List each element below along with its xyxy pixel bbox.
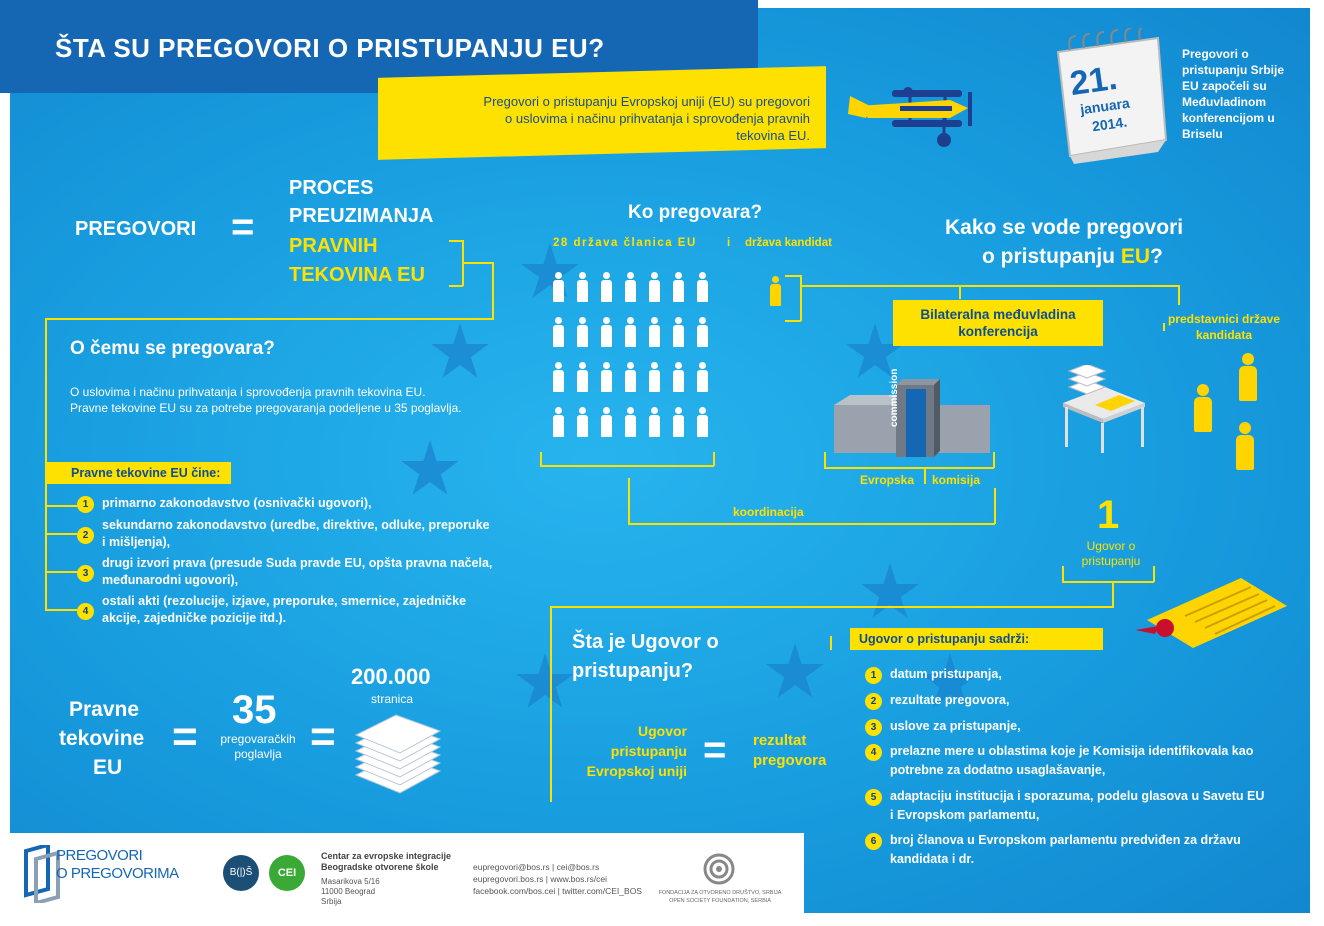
member-state-person-icon (696, 407, 708, 437)
representative-icon (1234, 422, 1256, 470)
member-state-person-icon (672, 362, 684, 392)
process-line2: PREUZIMANJA (289, 205, 434, 227)
airplane-icon (840, 78, 985, 153)
pages-number: 200.000 (351, 664, 431, 689)
treaty-item-text: rezultate pregovora, (890, 693, 1010, 707)
member-state-person-icon (576, 362, 588, 392)
acquis-eq-line2: tekovine (59, 727, 145, 750)
contact-info (473, 861, 642, 897)
conference-box (893, 300, 1103, 346)
chapters-number: 35 (232, 688, 277, 732)
number-badge: 6 (865, 833, 882, 850)
number-badge: 4 (77, 603, 94, 620)
logo-text-2: O PREGOVORIMA (56, 865, 179, 882)
member-state-person-icon (600, 272, 612, 302)
member-state-person-icon (600, 362, 612, 392)
member-state-person-icon (624, 362, 636, 392)
treaty-item-text: adaptaciju institucija i sporazuma, podelu glasova u Savetu EU i Evropskom parlamentu, (890, 789, 1265, 822)
contact-email[interactable]: eupregovori@bos.rs | cei@bos.rs (473, 862, 600, 872)
equals-sign: = (172, 712, 198, 761)
acquis-item-text: primarno zakonodavstvo (osnivački ugovori), (102, 496, 372, 510)
member-state-person-icon (648, 317, 660, 347)
coordination-label: koordinacija (733, 505, 804, 519)
commission-sign: commission (889, 368, 900, 427)
member-state-person-icon (696, 272, 708, 302)
number-badge: 1 (865, 667, 882, 684)
member-state-person-icon (552, 362, 564, 392)
treaty-eq-right: rezultat pregovora (753, 732, 827, 769)
process-line1: PROCES (289, 177, 374, 199)
osf-logo-icon (703, 853, 735, 885)
members-label: 28 država članica EU (553, 237, 697, 249)
representative-icon (1192, 384, 1214, 432)
number-badge: 4 (865, 744, 882, 761)
conference-label: Bilateralna međuvladina konferencija (920, 307, 1076, 339)
org-line-2: Beogradske otvorene škole (321, 862, 439, 872)
paper-stack-icon (352, 705, 444, 800)
acquis-item (77, 593, 482, 627)
number-badge: 1 (77, 496, 94, 513)
member-state-person-icon (672, 272, 684, 302)
treaty-item (865, 742, 1302, 780)
page-title: ŠTA SU PREGOVORI O PRISTUPANJU EU? (55, 33, 605, 63)
equals-sign: = (231, 205, 255, 249)
address-line-2: 11000 Beograd (321, 887, 376, 896)
treaty-count-label: Ugovor o pristupanju (1081, 539, 1141, 568)
footer (0, 833, 804, 926)
member-state-person-icon (672, 317, 684, 347)
acquis-item (77, 517, 492, 551)
number-badge: 3 (865, 719, 882, 736)
commission-label-1: Evropska (860, 473, 915, 487)
calendar-day: 21. (1067, 58, 1120, 104)
treaty-count: 1 (1097, 493, 1120, 537)
candidate-label: država kandidat (745, 237, 832, 249)
acquis-item-text: sekundarno zakonodavstvo (uredbe, direktive, odluke, preporuke i mišljenja), (102, 518, 490, 549)
treaty-item-text: broj članova u Evropskom parlamentu predviđen za državu kandidata i dr. (890, 833, 1241, 866)
member-state-person-icon (648, 272, 660, 302)
contact-social[interactable]: facebook.com/bos.cei | twitter.com/CEI_BOS (473, 886, 642, 896)
eu-star-icon (515, 653, 575, 713)
treaty-item (865, 666, 1300, 683)
eu-star-icon (400, 440, 460, 500)
treaty-eq-left: Ugovor pristupanju Evropskoj uniji (586, 723, 687, 779)
intro-banner-text: Pregovori o pristupanju Evropskoj uniji (EU) su pregovori o uslovima i načinu prihvatanja i sprovođenja pravnih tekovina EU. (483, 94, 810, 143)
treaty-item (865, 718, 1300, 735)
how-heading-2b: EU (1120, 245, 1151, 268)
member-state-person-icon (696, 362, 708, 392)
member-state-person-icon (624, 317, 636, 347)
process-line3: PRAVNIH (289, 235, 378, 257)
equals-sign: = (703, 728, 727, 772)
number-badge: 3 (77, 565, 94, 582)
org-name (321, 851, 451, 873)
osf-line-1: FONDACIJA ZA OTVORENO DRUŠTVO, SRBIJA (658, 890, 782, 896)
org-address (321, 877, 380, 907)
treaty-item-text: prelazne mere u oblastima koje je Komisija identifikovala kao potrebne za dodatno usaglašavanje, (890, 744, 1254, 777)
contact-web[interactable]: eupregovori.bos.rs | www.bos.rs/cei (473, 874, 608, 884)
org-line-1: Centar za evropske integracije (321, 851, 452, 861)
member-state-person-icon (576, 407, 588, 437)
chapters-label: pregovaračkih poglavlja (220, 732, 296, 761)
how-heading-2a: o pristupanju (982, 245, 1121, 268)
number-badge: 5 (865, 789, 882, 806)
treaty-heading: Šta je Ugovor o pristupanju? (572, 631, 719, 682)
member-state-person-icon (552, 407, 564, 437)
member-state-person-icon (552, 272, 564, 302)
representative-icon (1237, 353, 1259, 401)
acquis-eq-line1: Pravne (69, 698, 140, 721)
what-body: O uslovima i načinu prihvatanja i sprovođenja pravnih tekovina EU. Pravne tekovine EU su za potrebe pregovaranja podeljene u 35 poglavlja. (70, 385, 462, 415)
treaty-item (865, 787, 1270, 825)
bos-logo: B(|)Š (223, 855, 259, 891)
acquis-label: Pravne tekovine EU čine: (45, 462, 231, 484)
osf-line-2: OPEN SOCIETY FOUNDATION, SERBIA (669, 898, 771, 904)
how-heading-1: Kako se vode pregovori (945, 216, 1184, 239)
eu-star-icon (765, 643, 825, 703)
member-state-person-icon (648, 407, 660, 437)
how-heading-2 (982, 245, 1163, 269)
candidate-person-icon (769, 276, 781, 306)
acquis-item (77, 555, 502, 589)
acquis-item (77, 495, 492, 512)
how-heading-2c: ? (1150, 245, 1163, 268)
treaty-item-text: datum pristupanja, (890, 667, 1002, 681)
member-state-person-icon (696, 317, 708, 347)
acquis-eq-line3: EU (93, 756, 123, 779)
treaty-item (865, 831, 1290, 869)
process-line4: TEKOVINA EU (289, 264, 425, 286)
calendar-year: 2014. (1091, 113, 1128, 135)
address-line-3: Srbija (321, 897, 342, 906)
start-note: Pregovori o pristupanju Srbije EU započeli su Međuvladinom konferencijom u Briselu (1182, 47, 1285, 141)
negotiation-table-icon (1055, 365, 1150, 455)
acquis-item-text: ostali akti (rezolucije, izjave, preporuke, smernice, zajedničke akcije, zajedničke pozicije itd.). (102, 594, 467, 625)
negotiations-label: PREGOVORI (75, 218, 197, 240)
pages-label: stranica (371, 692, 414, 706)
address-line-1: Masarikova 5/16 (321, 877, 380, 886)
logo-text-1: PREGOVORI (56, 847, 143, 864)
and-label: i (727, 237, 731, 249)
member-states-grid (552, 272, 682, 442)
equals-sign: = (310, 712, 336, 761)
acquis-item-text: drugi izvori prava (presude Suda pravde EU, opšta pravna načela, međunarodni ugovori), (102, 556, 493, 587)
commission-label-2: komisija (932, 473, 981, 487)
member-state-person-icon (552, 317, 564, 347)
commission-building-icon (830, 375, 1000, 465)
treaty-contains-label: Ugovor o pristupanju sadrži: (850, 628, 1103, 650)
treaty-document-icon (1125, 570, 1295, 660)
treaty-item-text: uslove za pristupanje, (890, 719, 1021, 733)
member-state-person-icon (576, 272, 588, 302)
member-state-person-icon (576, 317, 588, 347)
member-state-person-icon (600, 407, 612, 437)
cei-logo: CEI (269, 855, 305, 891)
member-state-person-icon (648, 362, 660, 392)
member-state-person-icon (600, 317, 612, 347)
member-state-person-icon (672, 407, 684, 437)
eu-star-icon (860, 563, 920, 623)
what-heading: O čemu se pregovara? (70, 338, 275, 359)
eu-star-icon (430, 323, 490, 383)
number-badge: 2 (865, 693, 882, 710)
who-heading: Ko pregovara? (628, 202, 763, 223)
treaty-item (865, 692, 1300, 709)
calendar-month: januara (1079, 94, 1131, 118)
osf-name (652, 889, 788, 905)
member-state-person-icon (624, 407, 636, 437)
number-badge: 2 (77, 527, 94, 544)
member-state-person-icon (624, 272, 636, 302)
reps-label: predstavnici države kandidata (1167, 312, 1281, 342)
